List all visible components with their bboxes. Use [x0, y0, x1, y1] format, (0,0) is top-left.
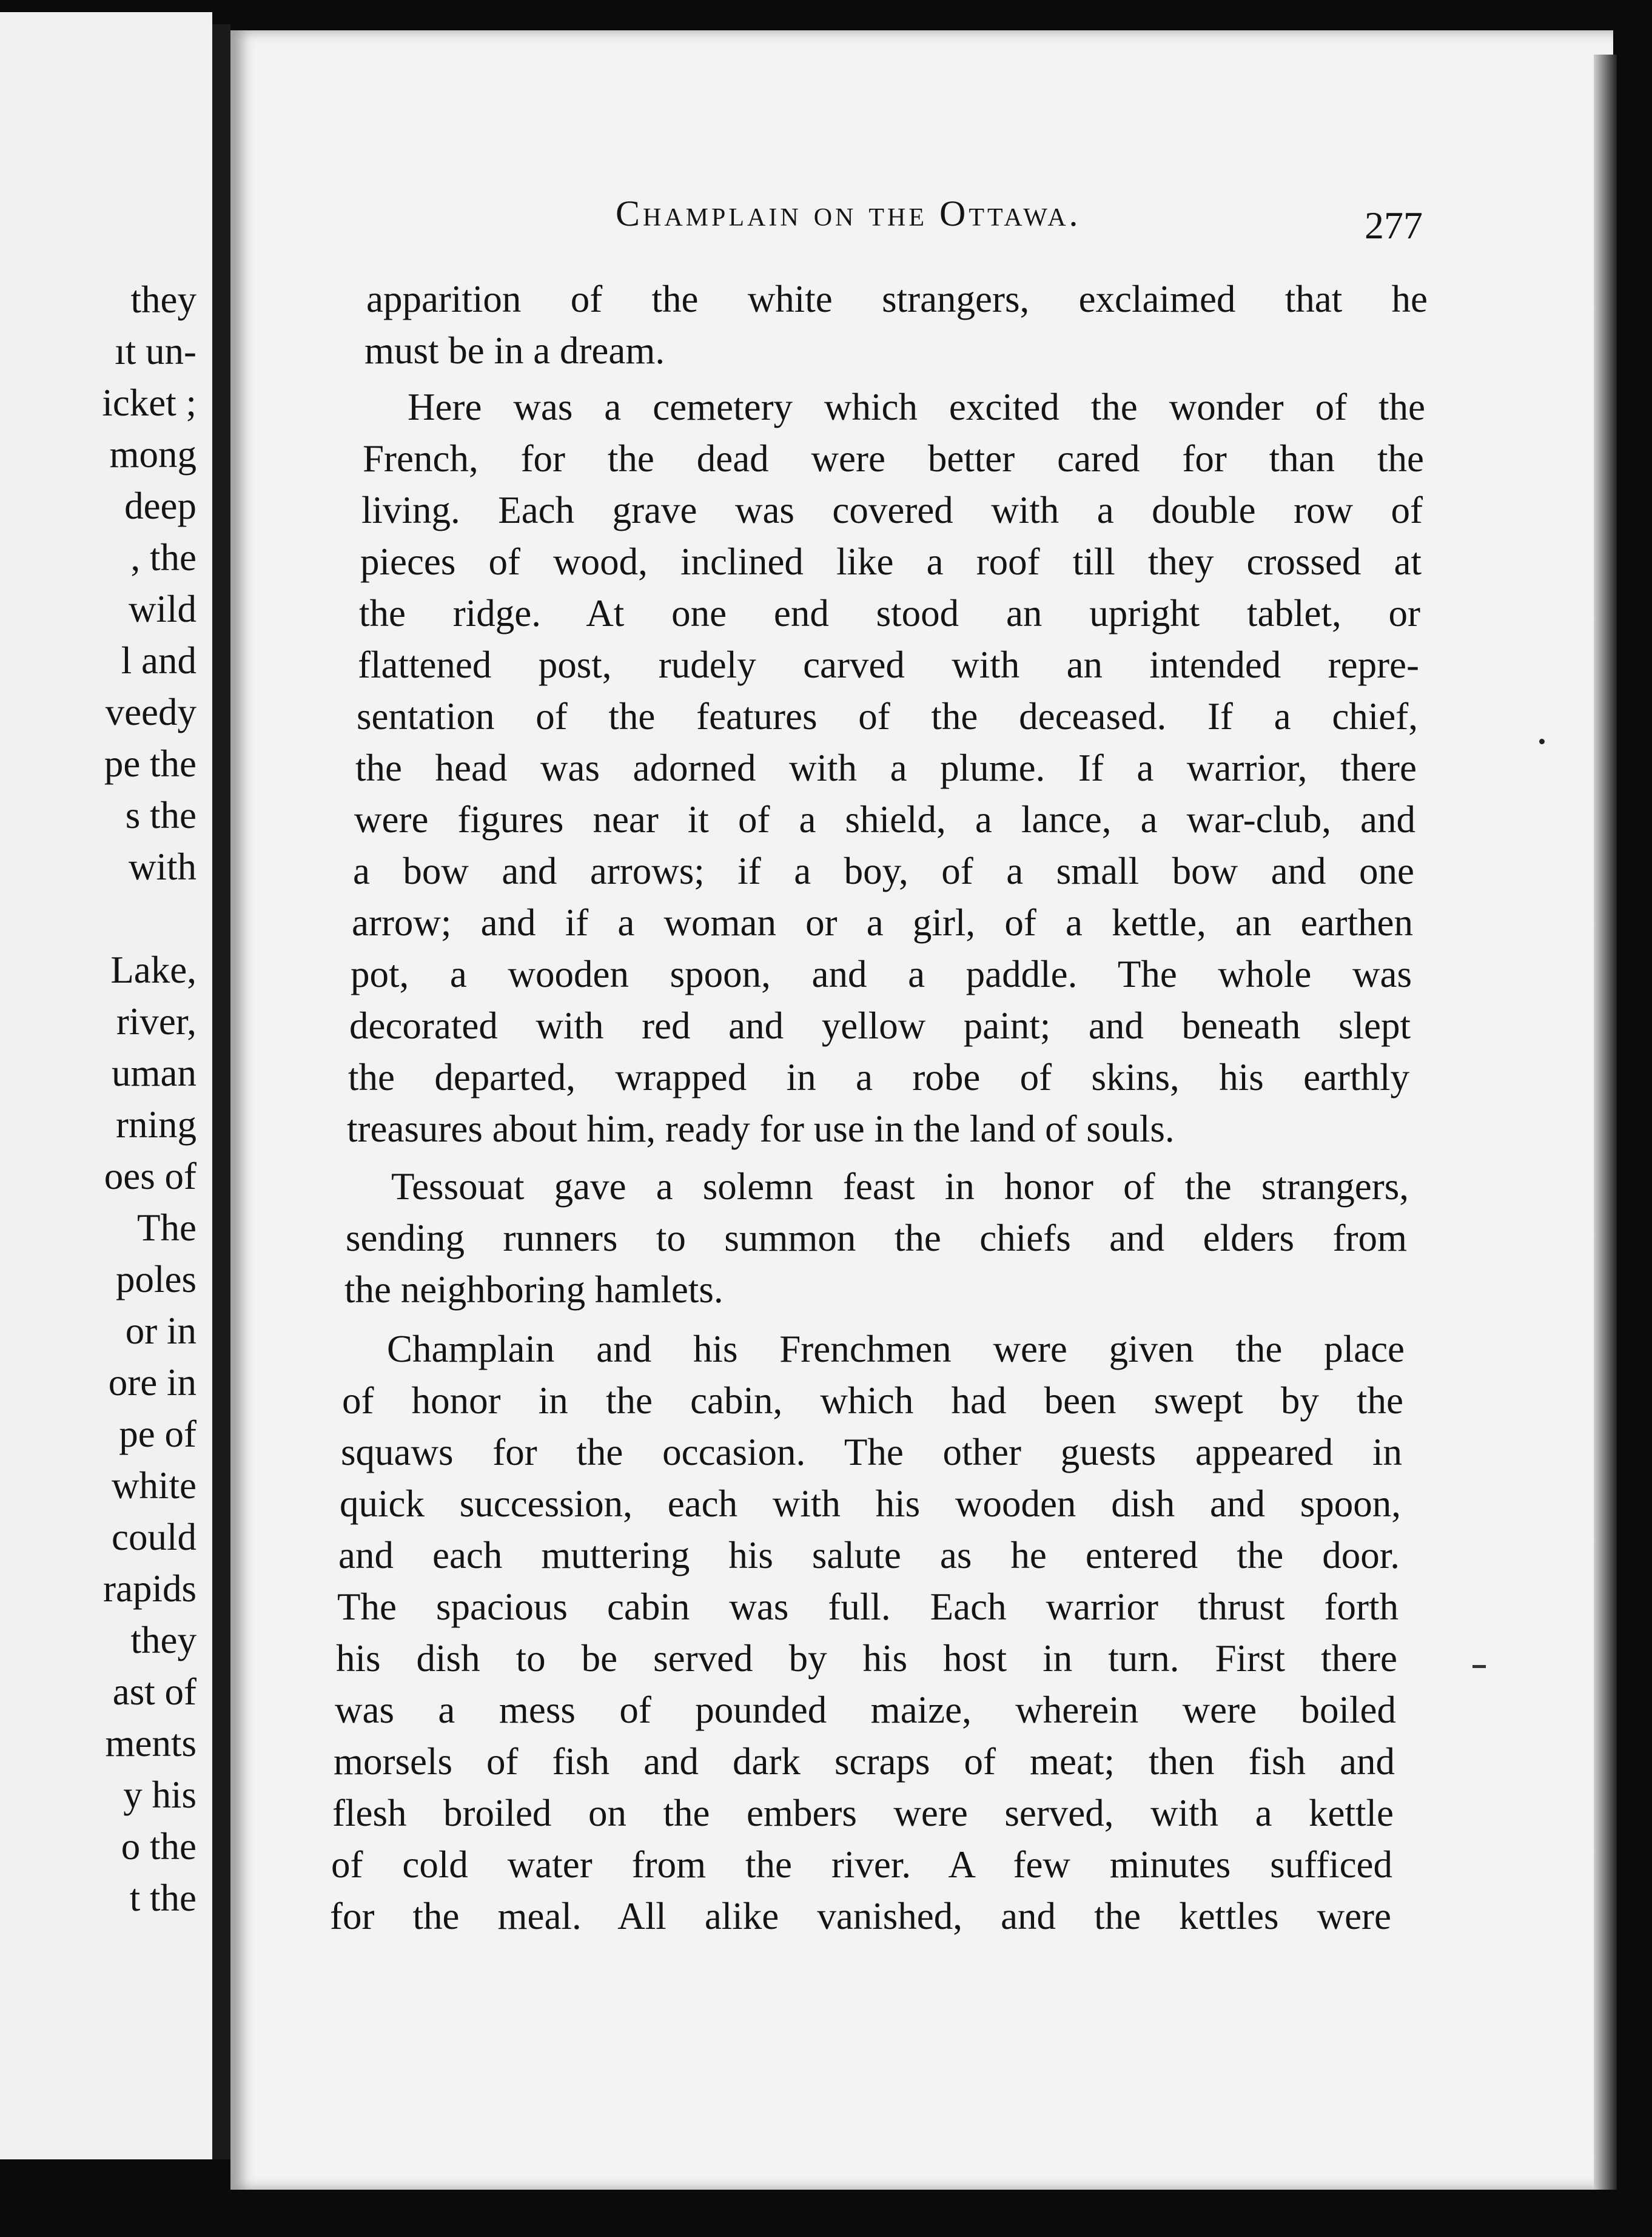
text-line: living. Each grave was covered with a double row of: [361, 489, 1423, 531]
text-line: morsels of fish and dark scraps of meat; then fish and: [334, 1740, 1395, 1783]
left-page-line: with: [128, 846, 196, 888]
text-line: treasures about him, ready for use in the land of souls.: [347, 1108, 1175, 1150]
text-line: his dish to be served by his host in turn. First there: [336, 1637, 1397, 1680]
left-page-line: The: [137, 1206, 196, 1249]
left-page-line: uman: [112, 1052, 196, 1094]
text-line: quick succession, each with his wooden dish and spoon,: [340, 1482, 1401, 1525]
text-line: pieces of wood, inclined like a roof till they crossed at: [360, 540, 1422, 583]
text-line: Tessouat gave a solemn feast in honor of the strangers,: [391, 1165, 1409, 1208]
text-line: of cold water from the river. A few minutes sufficed: [331, 1843, 1392, 1886]
left-page-fragment: [0, 12, 212, 2159]
text-line: the ridge. At one end stood an upright tablet, or: [359, 592, 1420, 634]
left-page-line: or in: [125, 1310, 196, 1352]
text-line: the head was adorned with a plume. If a warrior, there: [355, 747, 1417, 789]
left-page-line: they: [130, 1619, 196, 1661]
text-line: the departed, wrapped in a robe of skins, his earthly: [348, 1056, 1409, 1098]
text-line: a bow and arrows; if a boy, of a small bow and one: [353, 850, 1414, 892]
left-page-line: mong: [109, 433, 196, 476]
text-line: decorated with red and yellow paint; and beneath slept: [349, 1004, 1411, 1047]
text-line: was a mess of pounded maize, wherein were boiled: [335, 1689, 1396, 1731]
left-page-line: ıt un-: [115, 330, 196, 372]
page-number: 277: [1365, 204, 1423, 247]
margin-mark: [1472, 1665, 1486, 1668]
text-line: and each muttering his salute as he entered the door.: [338, 1534, 1400, 1576]
page-edge: [1594, 55, 1617, 2190]
left-page-line: white: [112, 1464, 196, 1507]
text-line: flattened post, rudely carved with an intended repre-: [358, 644, 1419, 686]
left-page-line: river,: [116, 1000, 196, 1043]
left-page-line: ore in: [108, 1361, 196, 1404]
left-page-line: ast of: [112, 1670, 196, 1713]
ink-speck: [1539, 739, 1545, 744]
text-line: must be in a dream.: [364, 329, 665, 372]
left-page-line: pe of: [119, 1413, 196, 1455]
left-page-line: rapids: [103, 1567, 196, 1610]
text-line: the neighboring hamlets.: [344, 1268, 724, 1311]
left-page-line: poles: [116, 1258, 196, 1300]
book-gutter: [212, 24, 230, 2159]
left-page-line: t the: [129, 1877, 196, 1919]
text-line: sentation of the features of the deceased. If a chief,: [357, 695, 1418, 738]
left-page-line: could: [112, 1516, 196, 1558]
left-page-line: Lake,: [110, 949, 196, 991]
text-line: French, for the dead were better cared for than the: [363, 437, 1424, 480]
text-line: arrow; and if a woman or a girl, of a kettle, an earthen: [352, 901, 1413, 944]
left-page-line: l and: [121, 639, 196, 682]
text-line: sending runners to summon the chiefs and elders from: [346, 1217, 1407, 1259]
text-line: Champlain and his Frenchmen were given the place: [387, 1328, 1405, 1370]
left-page-line: ments: [105, 1722, 196, 1764]
text-line: pot, a wooden spoon, and a paddle. The whole was: [351, 953, 1412, 995]
text-line: apparition of the white strangers, exclaimed that he: [366, 278, 1428, 320]
running-head: Champlain on the Ottawa.: [616, 193, 1081, 234]
text-line: flesh broiled on the embers were served, with a kettle: [332, 1792, 1394, 1834]
left-page-line: icket ;: [102, 382, 196, 424]
left-page-line: y his: [123, 1774, 196, 1816]
text-line: were figures near it of a shield, a lance, a war-club, and: [354, 798, 1415, 841]
text-line: of honor in the cabin, which had been swept by the: [342, 1379, 1403, 1422]
text-line: The spacious cabin was full. Each warrior thrust forth: [337, 1586, 1398, 1628]
left-page-line: oes of: [104, 1155, 196, 1197]
left-page-line: , the: [130, 536, 196, 579]
left-page-line: s the: [125, 794, 196, 836]
left-page-line: rning: [116, 1103, 196, 1146]
left-page-line: they: [130, 278, 196, 321]
text-line: Here was a cemetery which excited the wonder of the: [408, 386, 1425, 428]
left-page-line: o the: [121, 1825, 196, 1868]
left-page-line: deep: [124, 485, 196, 527]
text-line: squaws for the occasion. The other guests appeared in: [341, 1431, 1402, 1473]
text-line: for the meal. All alike vanished, and the kettles were: [330, 1895, 1391, 1937]
left-page-line: veedy: [105, 691, 196, 733]
left-page-line: wild: [128, 588, 196, 630]
left-page-line: pe the: [104, 742, 196, 785]
